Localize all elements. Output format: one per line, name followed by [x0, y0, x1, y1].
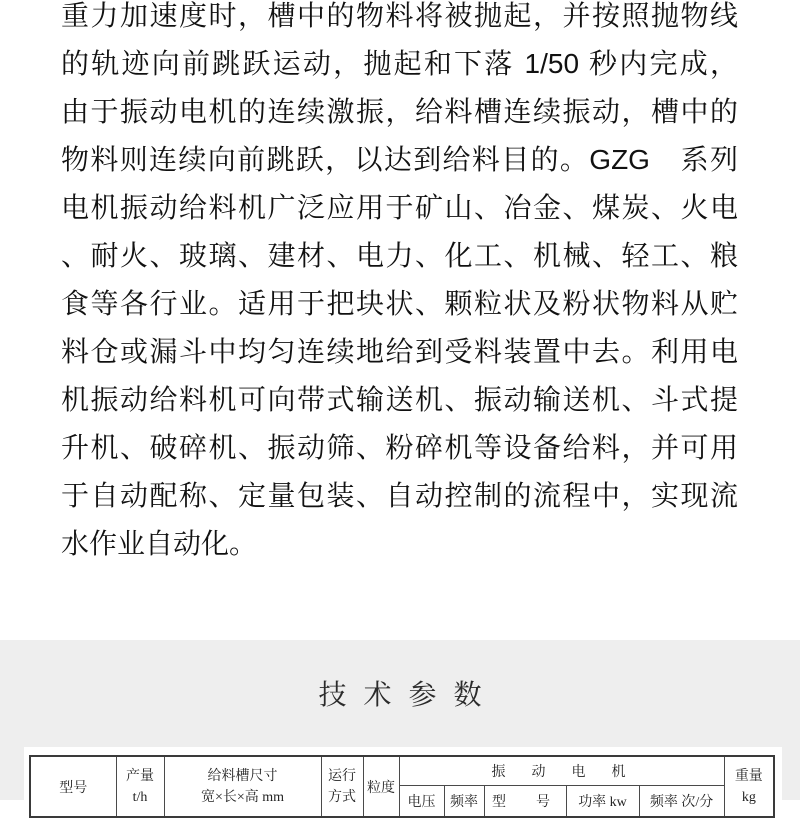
description-line-3: 由于振动电机的连续激振，给料槽连续振动，槽中的	[61, 96, 738, 127]
description-line-7: 食等各行业。适用于把块状、颗粒状及粉状物料从贮	[61, 288, 738, 319]
product-description	[61, 0, 738, 568]
th-power: 功率 kw	[566, 786, 639, 818]
description-line-4: 物料则连续向前跳跃，以达到给料目的。GZG 系列	[61, 144, 738, 175]
th-model: 型号	[30, 756, 116, 817]
section-title: 技术参数	[318, 679, 499, 710]
th-weight	[724, 756, 774, 817]
th-vibration-frequency: 频率 次/分	[639, 786, 724, 818]
th-trough-label: 给料槽尺寸	[207, 768, 278, 784]
th-granularity: 粒度	[363, 756, 399, 817]
th-vibration-motor-group: 振 动 电 机	[399, 756, 724, 786]
th-weight-unit: kg	[741, 789, 756, 805]
description-line-1: 重力加速度时，槽中的物料将被抛起，并按照抛物线	[61, 0, 738, 31]
tech-params-card	[24, 747, 782, 827]
th-voltage: 电压	[399, 786, 444, 818]
th-motor-model: 型 号	[484, 786, 566, 818]
th-weight-label: 重量	[734, 768, 763, 784]
th-capacity	[116, 756, 164, 817]
description-line-12: 水作业自动化。	[61, 528, 258, 559]
th-frequency: 频率	[444, 786, 484, 818]
description-line-10: 升机、破碎机、振动筛、粉碎机等设备给料，并可用	[61, 432, 738, 463]
description-line-9: 机振动给料机可向带式输送机、振动输送机、斗式提	[61, 384, 738, 415]
description-line-6: 、耐火、玻璃、建材、电力、化工、机械、轻工、粮	[61, 240, 738, 271]
th-trough-size	[164, 756, 321, 817]
th-trough-dims: 宽×长×高 mm	[200, 789, 285, 805]
th-operation-mode	[321, 756, 363, 817]
tech-params-table	[29, 755, 775, 818]
description-line-11: 于自动配称、定量包装、自动控制的流程中，实现流	[61, 480, 738, 511]
tech-params-section	[0, 640, 800, 810]
th-capacity-label: 产量	[126, 768, 154, 784]
description-line-5: 电机振动给料机广泛应用于矿山、冶金、煤炭、火电	[61, 192, 738, 223]
th-capacity-unit: t/h	[132, 789, 148, 805]
th-operation-line2: 方式	[328, 789, 356, 805]
description-line-2: 的轨迹向前跳跃运动，抛起和下落 1/50 秒内完成，	[61, 48, 738, 79]
th-operation-line1: 运行	[328, 768, 356, 784]
description-line-8: 料仓或漏斗中均匀连续地给到受料装置中去。利用电	[61, 336, 738, 367]
